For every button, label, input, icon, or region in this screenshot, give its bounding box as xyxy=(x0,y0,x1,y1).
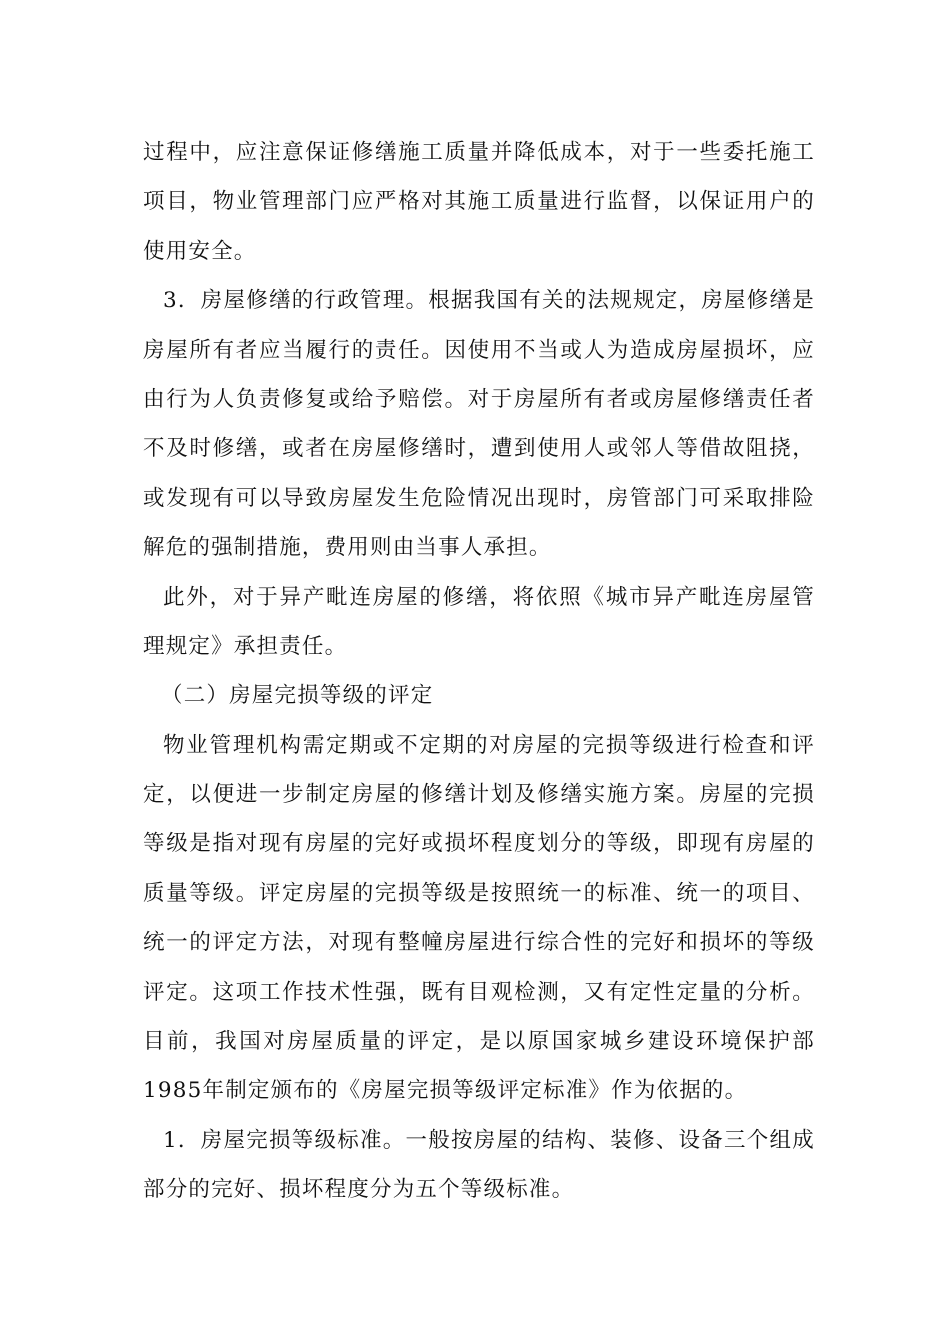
text-line: 目前，我国对房屋质量的评定，是以原国家城乡建设环境保护部 xyxy=(143,1029,815,1055)
text-line: 项目，物业管理部门应严格对其施工质量进行监督，以保证用户的 xyxy=(143,189,815,215)
text-line: 等级是指对现有房屋的完好或损坏程度划分的等级，即现有房屋的 xyxy=(143,831,815,857)
text-line: 评定。这项工作技术性强，既有目观检测，又有定性定量的分析。 xyxy=(143,979,815,1005)
text-line: 此外，对于异产毗连房屋的修缮，将依照《城市异产毗连房屋管 xyxy=(163,584,815,610)
text-line: 使用安全。 xyxy=(143,238,257,264)
text-line: 解危的强制措施，费用则由当事人承担。 xyxy=(143,535,552,561)
text-line: （二）房屋完损等级的评定 xyxy=(161,683,434,709)
text-line: 物业管理机构需定期或不定期的对房屋的完损等级进行检查和评 xyxy=(163,732,815,758)
text-line: 1985年制定颁布的《房屋完损等级评定标准》作为依据的。 xyxy=(143,1078,748,1104)
text-line: 质量等级。评定房屋的完损等级是按照统一的标准、统一的项目、 xyxy=(143,880,815,906)
text-line: 3．房屋修缮的行政管理。根据我国有关的法规规定，房屋修缮是 xyxy=(163,288,815,314)
text-line: 部分的完好、损坏程度分为五个等级标准。 xyxy=(143,1177,575,1203)
text-line: 统一的评定方法，对现有整幢房屋进行综合性的完好和损坏的等级 xyxy=(143,930,815,956)
text-line: 或发现有可以导致房屋发生危险情况出现时，房管部门可采取排险 xyxy=(143,485,815,511)
text-line: 过程中，应注意保证修缮施工质量并降低成本，对于一些委托施工 xyxy=(143,140,815,165)
text-line: 房屋所有者应当履行的责任。因使用不当或人为造成房屋损坏，应 xyxy=(143,337,815,363)
text-line: 1．房屋完损等级标准。一般按房屋的结构、装修、设备三个组成 xyxy=(163,1127,815,1153)
text-line: 理规定》承担责任。 xyxy=(143,633,348,659)
text-line: 定，以便进一步制定房屋的修缮计划及修缮实施方案。房屋的完损 xyxy=(143,782,815,808)
text-line: 由行为人负责修复或给予赔偿。对于房屋所有者或房屋修缮责任者 xyxy=(143,386,815,412)
text-line: 不及时修缮，或者在房屋修缮时，遭到使用人或邻人等借故阻挠， xyxy=(143,436,815,462)
document-body xyxy=(143,128,815,1215)
